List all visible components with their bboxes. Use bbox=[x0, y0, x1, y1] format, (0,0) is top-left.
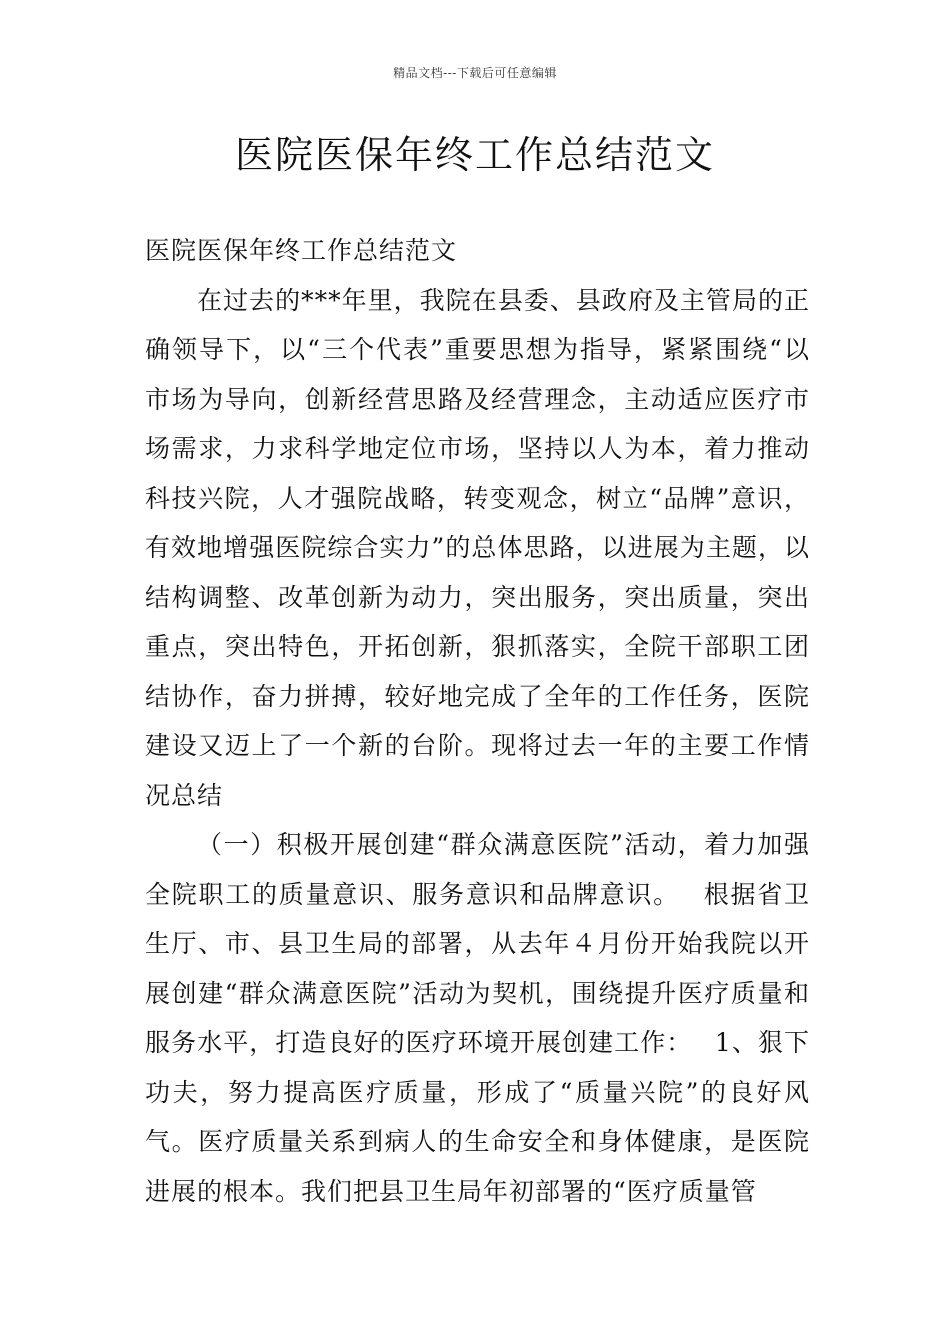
paragraph-intro: 在过去的***年里，我院在县委、县政府及主管局的正确领导下，以“三个代表”重要思想为指导，紧紧围绕“以市场为导向，创新经营思路及经营理念，主动适应医疗市场需求，力求科学地定位市场，坚持以人为本，着力推动科技兴院，人才强院战略，转变观念，树立“品牌”意识，有效地增强医院综合实力”的总体思路，以进展为主题，以结构调整、改革创新为动力，突出服务，突出质量，突出重点，突出特色，开拓创新，狠抓落实，全院干部职工团结协作，奋力拼搏，较好地完成了全年的工作任务，医院建设又迈上了一个新的台阶。现将过去一年的主要工作情况总结 bbox=[145, 285, 810, 810]
document-title: 医院医保年终工作总结范文 bbox=[234, 133, 715, 177]
document-body bbox=[145, 226, 810, 1216]
header-note: 精品文档---下载后可任意编辑 bbox=[393, 66, 557, 80]
document-subtitle: 医院医保年终工作总结范文 bbox=[145, 236, 458, 265]
paragraph-section-one: （一）积极开展创建“群众满意医院”活动，着力加强全院职工的质量意识、服务意识和品牌意识。 根据省卫生厅、市、县卫生局的部署，从去年４月份开始我院以开展创建“群众满意医院”活动为契机，围绕提升医疗质量和服务水平，打造良好的医疗环境开展创建工作： 1、狠下功夫，努力提高医疗质量，形成了“质量兴院”的良好风气。医疗质量关系到病人的生命安全和身体健康，是医院进展的根本。我们把县卫生局年初部署的“医疗质量管 bbox=[145, 830, 810, 1206]
